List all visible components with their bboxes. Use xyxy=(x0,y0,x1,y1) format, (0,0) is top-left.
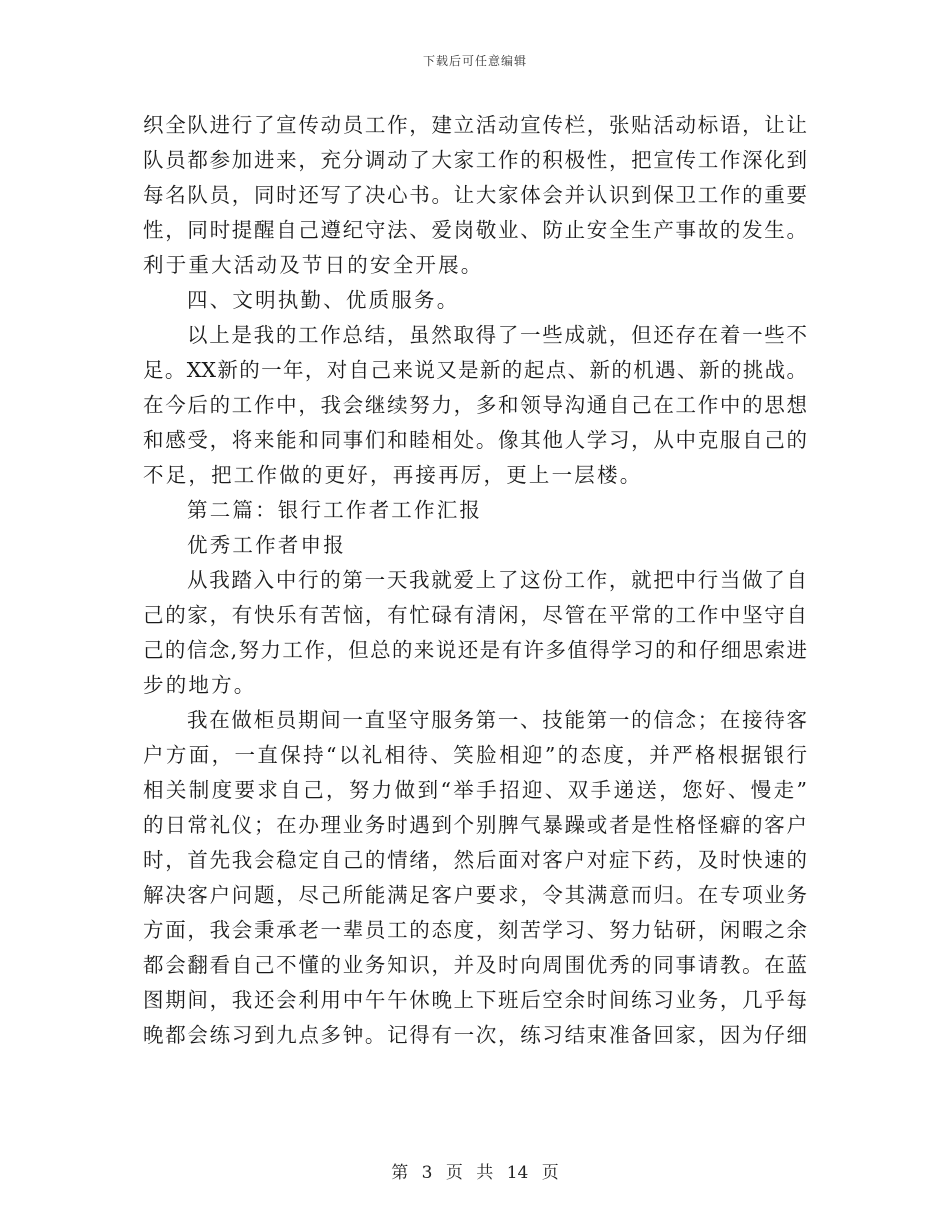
text-line: 从我踏入中行的第一天我就爱上了这份工作，就把中行当做了自 xyxy=(187,568,807,592)
text-line: 都会翻看自己不懂的业务知识，并及时向周围优秀的同事请教。在蓝 xyxy=(143,953,807,977)
text-line: 以上是我的工作总结，虽然取得了一些成就，但还存在着一些不 xyxy=(187,323,807,347)
text-line: 不足，把工作做的更好，再接再厉，更上一层楼。 xyxy=(143,463,643,487)
text-line: 时，首先我会稳定自己的情绪，然后面对客户对症下药，及时快速的 xyxy=(143,848,807,872)
text-line: 晚都会练习到九点多钟。记得有一次，练习结束准备回家，因为仔细 xyxy=(143,1023,807,1047)
text-line: 图期间，我还会利用中午午休晚上下班后空余时间练习业务，几乎每 xyxy=(143,988,807,1012)
text-line: 四、文明执勤、优质服务。 xyxy=(187,288,460,312)
text-line: 户方面，一直保持“以礼相待、笑脸相迎”的态度，并严格根据银行 xyxy=(143,743,807,767)
text-line: 己的家，有快乐有苦恼，有忙碌有清闲，尽管在平常的工作中坚守自 xyxy=(143,603,807,627)
text-line: 织全队进行了宣传动员工作，建立活动宣传栏，张贴活动标语，让让 xyxy=(143,113,807,137)
page-header: 下载后可任意编辑 xyxy=(422,54,527,68)
text-line: 的日常礼仪；在办理业务时遇到个别脾气暴躁或者是性格怪癖的客户 xyxy=(143,813,807,837)
text-line: 和感受，将来能和同事们和睦相处。像其他人学习，从中克服自己的 xyxy=(143,428,807,452)
text-line: 足。XX新的一年，对自己来说又是新的起点、新的机遇、新的挑战。 xyxy=(143,358,807,382)
text-line: 队员都参加进来，充分调动了大家工作的积极性，把宣传工作深化到 xyxy=(143,148,807,172)
text-line: 我在做柜员期间一直坚守服务第一、技能第一的信念；在接待客 xyxy=(187,708,807,732)
text-line: 在今后的工作中，我会继续努力，多和领导沟通自己在工作中的思想 xyxy=(143,393,807,417)
text-line: 每名队员，同时还写了决心书。让大家体会并认识到保卫工作的重要 xyxy=(143,183,807,207)
document-body xyxy=(143,108,807,1053)
text-line: 第二篇：银行工作者工作汇报 xyxy=(187,498,483,522)
text-line: 解决客户问题，尽己所能满足客户要求，令其满意而归。在专项业务 xyxy=(143,883,807,907)
text-line: 己的信念,努力工作，但总的来说还是有许多值得学习的和仔细思索进 xyxy=(143,638,807,662)
text-line: 步的地方。 xyxy=(143,673,257,697)
text-line: 优秀工作者申报 xyxy=(187,533,346,557)
text-line: 利于重大活动及节日的安全开展。 xyxy=(143,253,484,277)
text-line: 性，同时提醒自己遵纪守法、爱岗敬业、防止安全生产事故的发生。 xyxy=(143,218,807,242)
text-line: 方面，我会秉承老一辈员工的态度，刻苦学习、努力钻研，闲暇之余 xyxy=(143,918,807,942)
text-line: 相关制度要求自己，努力做到“举手招迎、双手递送，您好、慢走” xyxy=(143,778,807,802)
page-footer: 第 3 页 共 14 页 xyxy=(391,1163,559,1183)
